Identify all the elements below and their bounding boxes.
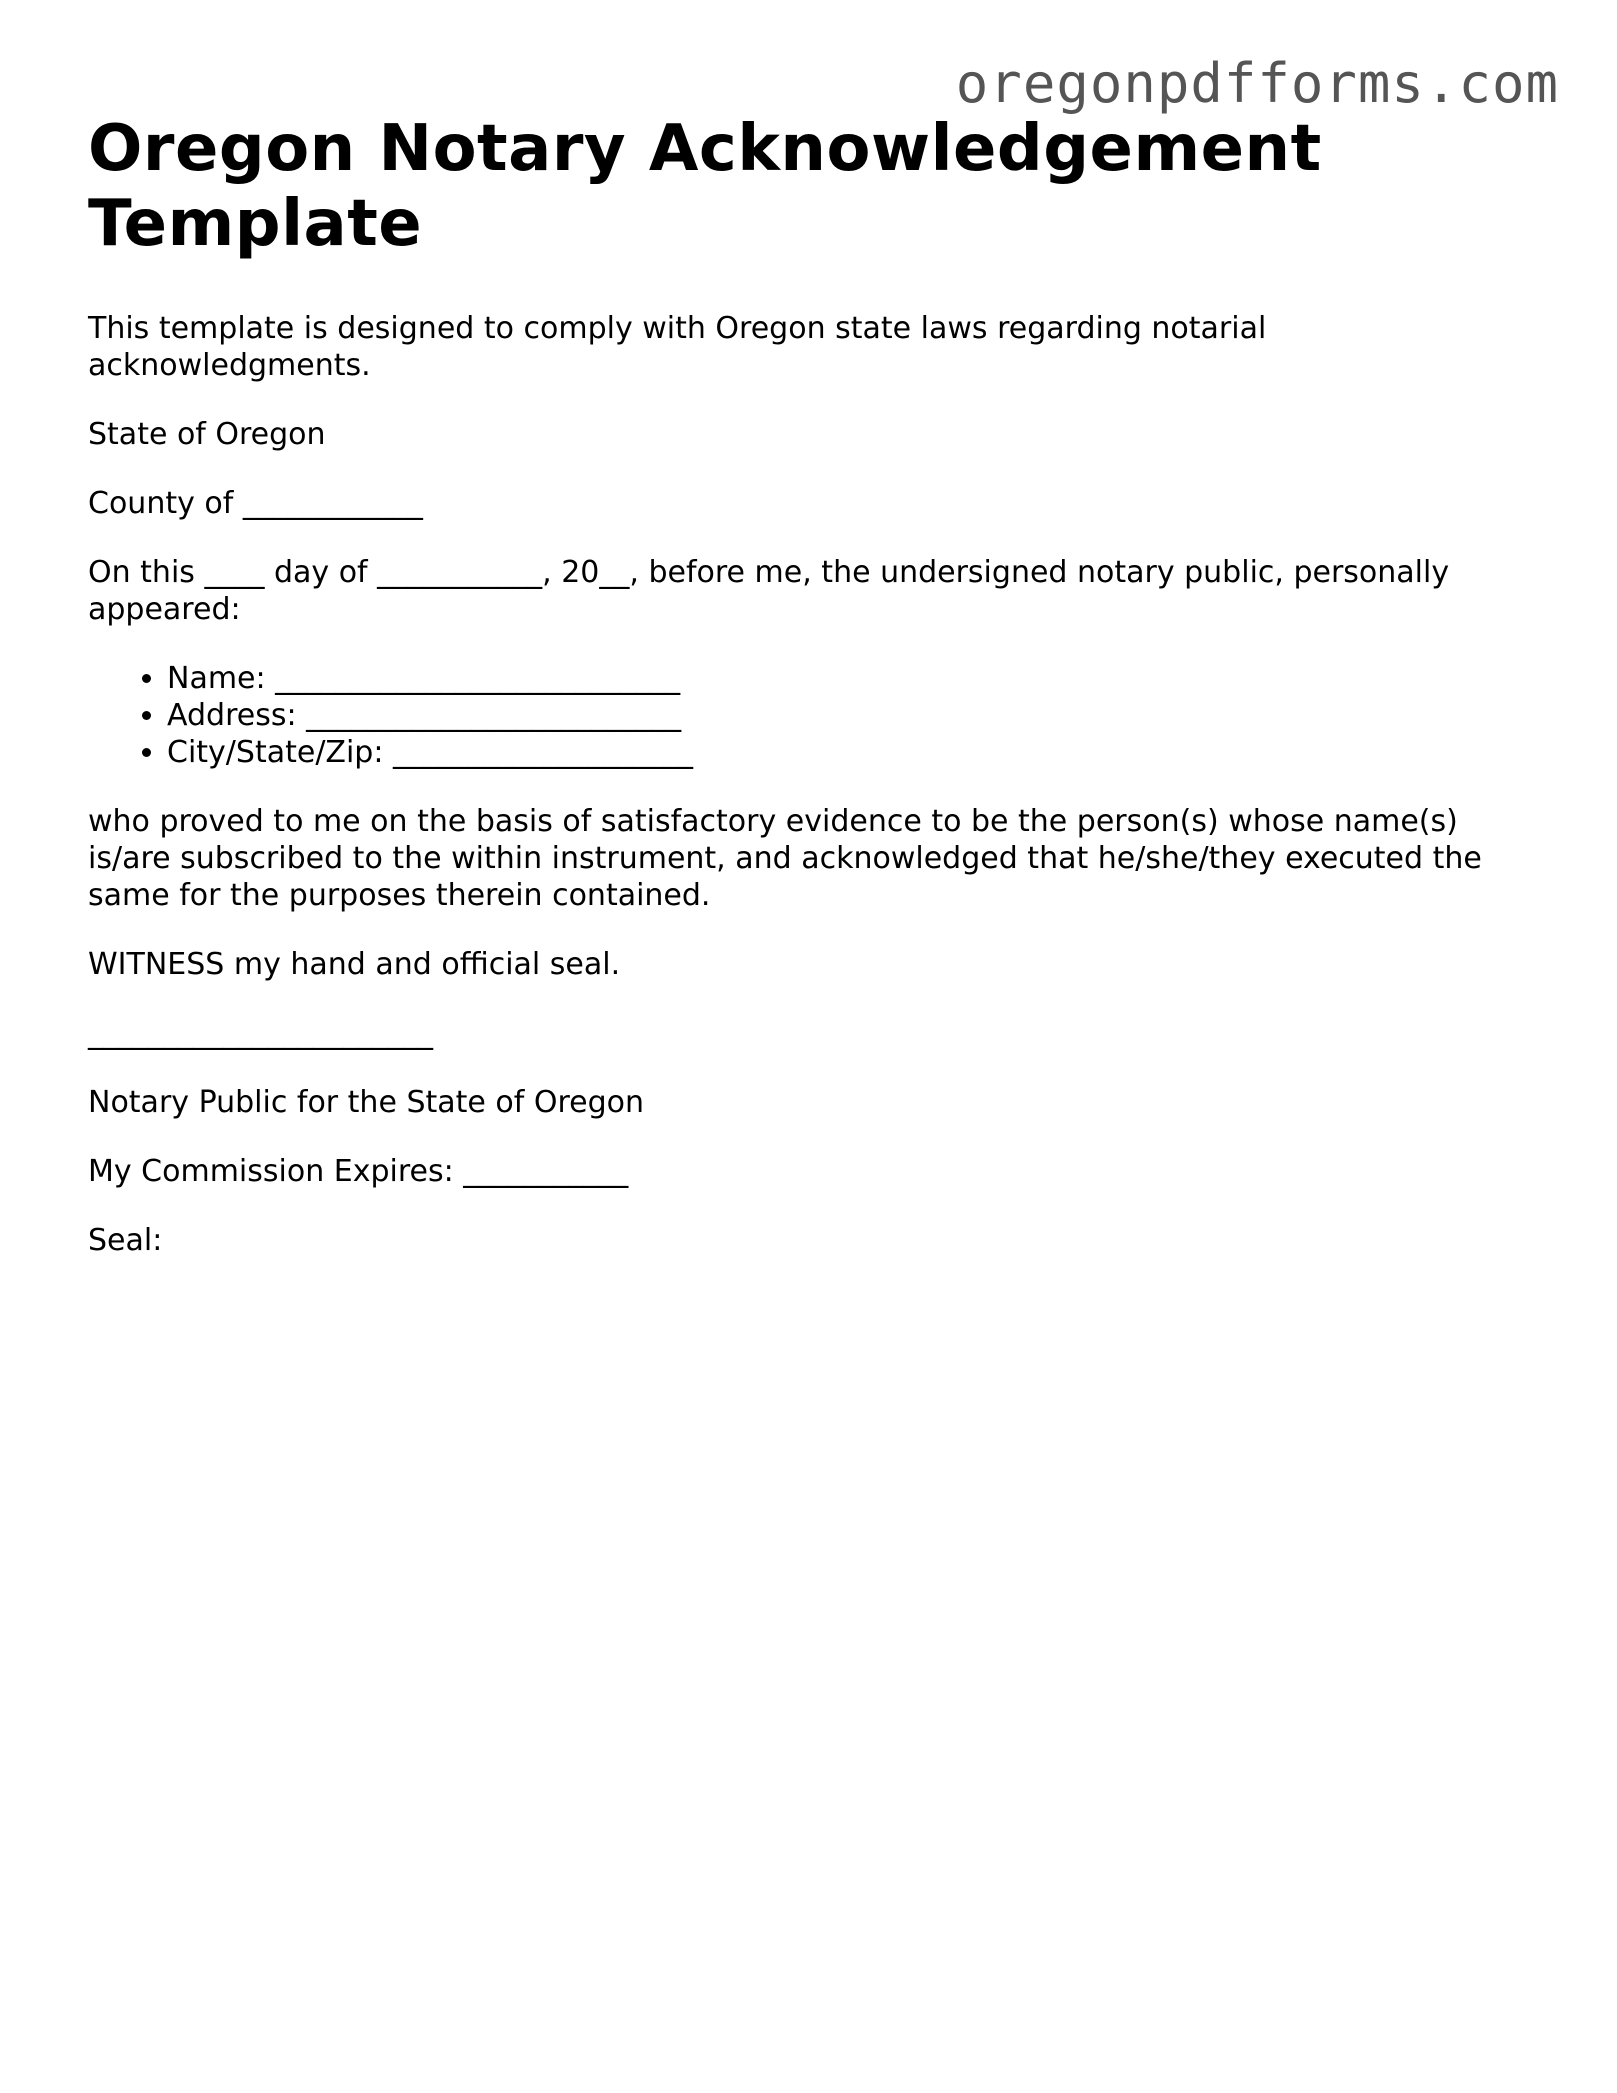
seal-line: Seal: [88, 1223, 163, 1258]
state-line: State of Oregon [88, 417, 326, 452]
address-field: • Address: _________________________ [167, 697, 1528, 734]
city-state-zip-field: • City/State/Zip: ____________________ [167, 734, 1528, 771]
signature-line: _______________________ [88, 1016, 433, 1051]
intro-paragraph: This template is designed to comply with Oregon state laws regarding notarial acknowledgments. [88, 311, 1267, 383]
commission-line: My Commission Expires: ___________ [88, 1154, 629, 1189]
proof-paragraph: who proved to me on the basis of satisfactory evidence to be the person(s) whose name(s) is/are subscribed to the within instrument, and acknowledged that he/she/they executed the same for the purposes therein contained. [88, 804, 1482, 913]
page-title: Oregon Notary Acknowledgement Template [88, 112, 1322, 261]
document-body [88, 112, 1528, 1259]
county-line: County of ____________ [88, 486, 423, 521]
appearer-fields-list [88, 660, 1528, 771]
date-line: On this ____ day of ___________, 20__, before me, the undersigned notary public, personally appeared: [88, 555, 1450, 627]
witness-line: WITNESS my hand and official seal. [88, 947, 621, 982]
notary-line: Notary Public for the State of Oregon [88, 1085, 644, 1120]
name-field: • Name: ___________________________ [167, 660, 1528, 697]
watermark: oregonpdfforms.com [955, 52, 1559, 115]
